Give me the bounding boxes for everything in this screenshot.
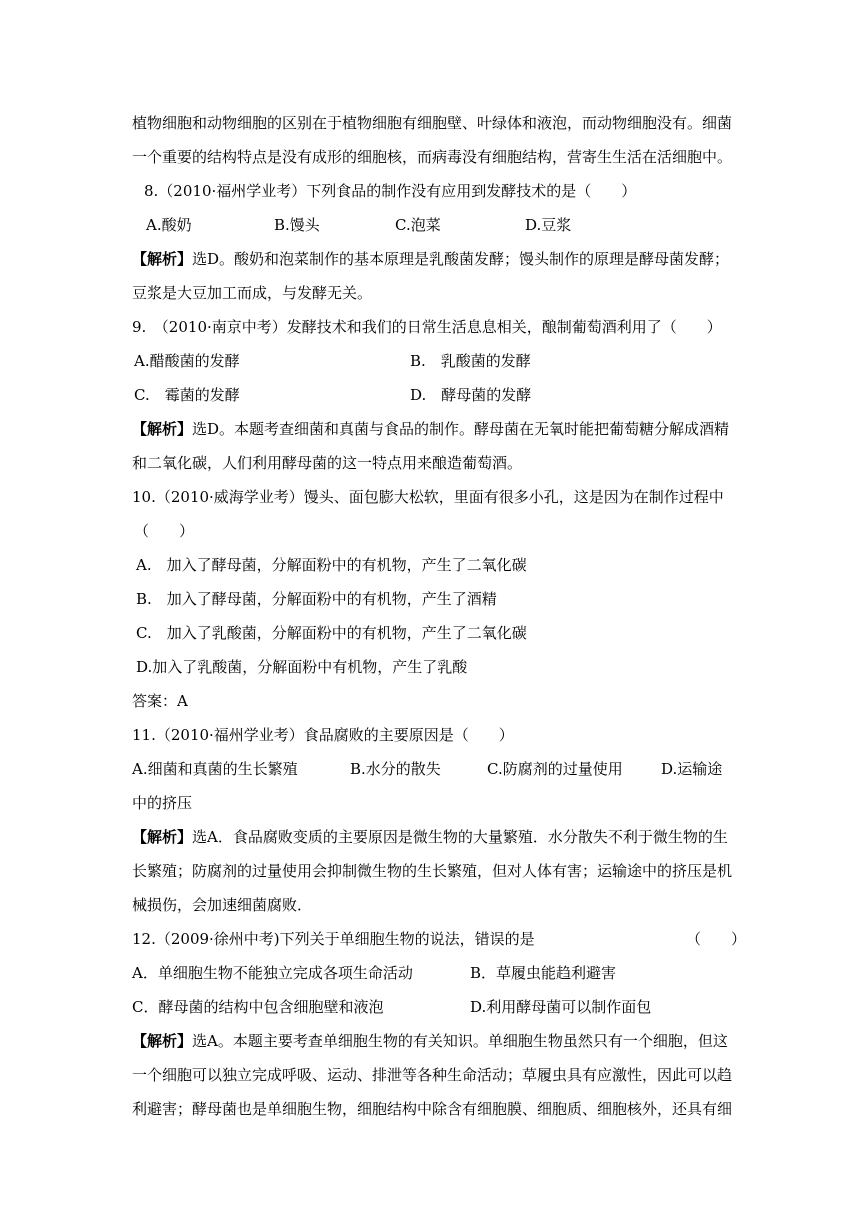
question-12-option-b: B．草履虫能趋利避害	[470, 964, 617, 982]
question-12-blank: （ ）	[686, 930, 747, 948]
question-8-option-b: B.馒头	[274, 216, 320, 234]
text-line: 一个重要的结构特点是没有成形的细胞核，而病毒没有细胞结构，营寄生生活在活细胞中。	[132, 148, 733, 166]
question-8-analysis	[132, 249, 729, 269]
question-10-stem-blank: （ ）	[134, 522, 195, 540]
question-11-stem: 11.（2010·福州学业考）食品腐败的主要原因是（ ）	[132, 726, 514, 744]
question-10-option-a: A. 加入了酵母菌，分解面粉中的有机物，产生了二氧化碳	[136, 556, 527, 574]
question-10-option-c: C. 加入了乳酸菌，分解面粉中的有机物，产生了二氧化碳	[136, 624, 527, 642]
question-8-option-a: A.酸奶	[146, 216, 192, 234]
question-11-option-d-cont: 中的挤压	[132, 794, 193, 812]
question-12-stem: 12.（2009·徐州中考)下列关于单细胞生物的说法，错误的是	[132, 930, 535, 948]
question-9-analysis	[132, 419, 729, 439]
question-11-option-d: D.运输途	[661, 760, 723, 778]
question-11-analysis	[132, 827, 728, 847]
question-12-analysis-cont: 一个细胞可以独立完成呼吸、运动、排泄等各种生命活动；草履虫具有应激性，因此可以趋	[132, 1066, 733, 1084]
question-11-analysis-cont: 长繁殖；防腐剂的过量使用会抑制微生物的生长繁殖，但对人体有害；运输途中的挤压是机	[132, 862, 733, 880]
question-9-option-c: C. 霉菌的发酵	[134, 386, 240, 404]
question-10-option-d: D.加入了乳酸菌，分解面粉中有机物，产生了乳酸	[136, 658, 468, 676]
question-11-analysis-cont: 械损伤，会加速细菌腐败．	[132, 896, 313, 914]
question-8-analysis-cont: 豆浆是大豆加工而成，与发酵无关。	[132, 284, 373, 302]
question-8-stem: 8.（2010·福州学业考）下列食品的制作没有应用到发酵技术的是（ ）	[144, 182, 637, 200]
analysis-tag: 【解析】	[132, 828, 193, 846]
question-11-option-a: A.细菌和真菌的生长繁殖	[132, 760, 298, 778]
analysis-text: 选A。本题主要考查单细胞生物的有关知识。单细胞生物虽然只有一个细胞，但这	[192, 1032, 728, 1050]
question-12-analysis	[132, 1031, 728, 1051]
analysis-text: 选D。本题考查细菌和真菌与食品的制作。酵母菌在无氧时能把葡萄糖分解成酒精	[192, 420, 730, 438]
question-12-option-c: C．酵母菌的结构中包含细胞壁和液泡	[132, 998, 384, 1016]
question-9-option-d: D. 酵母菌的发酵	[410, 386, 532, 404]
analysis-tag: 【解析】	[132, 250, 193, 268]
question-10-answer: 答案：A	[132, 692, 188, 710]
question-9-option-a: A.醋酸菌的发酵	[134, 352, 240, 370]
question-12-option-d: D.利用酵母菌可以制作面包	[470, 998, 652, 1016]
question-12-option-a: A．单细胞生物不能独立完成各项生命活动	[132, 964, 413, 982]
analysis-text: 选A．食品腐败变质的主要原因是微生物的大量繁殖．水分散失不利于微生物的生	[192, 828, 728, 846]
question-11-option-c: C.防腐剂的过量使用	[487, 760, 623, 778]
question-12-analysis-cont: 利避害；酵母菌也是单细胞生物，细胞结构中除含有细胞膜、细胞质、细胞核外，还具有细	[132, 1100, 733, 1118]
question-10-option-b: B. 加入了酵母菌，分解面粉中的有机物，产生了酒精	[136, 590, 497, 608]
question-8-option-c: C.泡菜	[395, 216, 441, 234]
text-line: 植物细胞和动物细胞的区别在于植物细胞有细胞壁、叶绿体和液泡，而动物细胞没有。细菌	[132, 114, 733, 132]
question-11-option-b: B.水分的散失	[350, 760, 441, 778]
question-8-option-d: D.豆浆	[525, 216, 572, 234]
analysis-text: 选D。酸奶和泡菜制作的基本原理是乳酸菌发酵；馒头制作的原理是酵母菌发酵；	[192, 250, 730, 268]
analysis-tag: 【解析】	[132, 420, 193, 438]
question-9-option-b: B. 乳酸菌的发酵	[410, 352, 531, 370]
question-9-analysis-cont: 和二氧化碳，人们利用酵母菌的这一特点用来酿造葡萄酒。	[132, 454, 523, 472]
question-10-stem: 10.（2010·威海学业考）馒头、面包膨大松软，里面有很多小孔，这是因为在制作过程中	[132, 488, 724, 506]
analysis-tag: 【解析】	[132, 1032, 193, 1050]
question-9-stem: 9. （2010·南京中考）发酵技术和我们的日常生活息息相关，酿制葡萄酒利用了（ ）	[132, 318, 722, 336]
